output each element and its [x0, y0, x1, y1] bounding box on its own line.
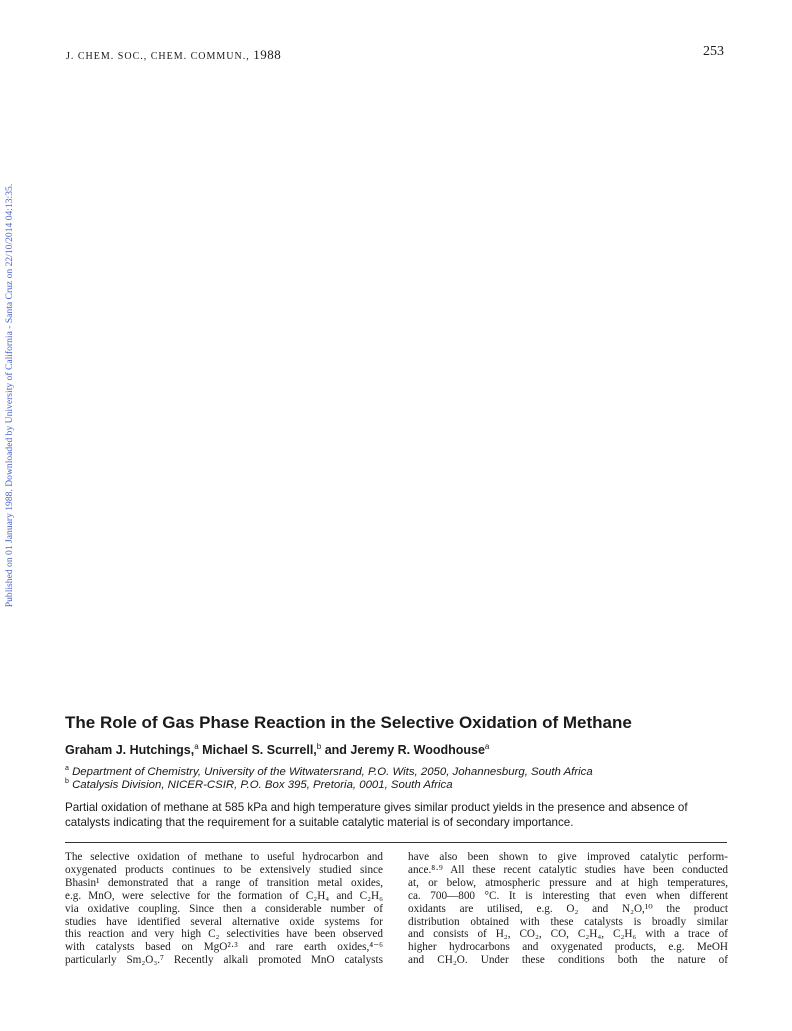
body-column-right [408, 851, 728, 967]
section-divider [65, 842, 727, 843]
body-line: ca. 700—800 °C. It is interesting that even when different [408, 889, 728, 902]
body-line: with catalysts based on MgO²·³ and rare earth oxides,⁴⁻⁶ [65, 941, 383, 954]
author-name: and Jeremy R. Woodhouse [321, 743, 485, 758]
affiliation-mark: a [484, 742, 490, 751]
body-line: oxidants are utilised, e.g. O₂ and N₂O,¹⁰ the product [408, 902, 728, 915]
journal-year: 1988 [253, 47, 282, 62]
body-column-left [65, 851, 383, 967]
body-line: at, or below, atmospheric pressure and at high temperatures, [408, 876, 728, 889]
body-line: Bhasin¹ demonstrated that a range of transition metal oxides, [65, 876, 383, 889]
affiliation-text: Department of Chemistry, University of the Witwatersrand, P.O. Wits, 2050, Johannesburg, South Africa [68, 765, 593, 778]
body-line: oxygenated products continues to be extensively studied since [65, 863, 383, 876]
body-paragraph [408, 851, 728, 967]
affiliation-mark: a [65, 765, 69, 772]
article-title: The Role of Gas Phase Reaction in the Selective Oxidation of Methane [65, 713, 632, 732]
author-name: Michael S. Scurrell, [198, 743, 317, 758]
body-line: distribution obtained with these catalysts is broadly similar [408, 915, 728, 928]
affiliation-b [65, 775, 765, 792]
body-line: and CH₂O. Under these conditions both the nature of [408, 954, 728, 967]
affiliation-mark: b [65, 778, 69, 785]
running-head [66, 47, 281, 63]
affiliation-mark: a [194, 742, 199, 751]
affiliation-text: Catalysis Division, NICER-CSIR, P.O. Box 395, Pretoria, 0001, South Africa [68, 778, 453, 791]
body-line: and consists of H₂, CO₂, CO, C₂H₄, C₂H₆ with a trace of [408, 928, 728, 941]
body-line: particularly Sm₂O₃.⁷ Recently alkali promoted MnO catalysts [65, 954, 383, 967]
body-line: studies have identified several alternative oxide systems for [65, 915, 383, 928]
author-name: Graham J. Hutchings, [65, 743, 195, 758]
journal-name: J. CHEM. SOC., CHEM. COMMUN., [66, 51, 250, 62]
abstract: Partial oxidation of methane at 585 kPa and high temperature gives similar product yields in the presence and absence of catalysts indicating that the requirement for a suitable catalytic material is of secondary importance. [65, 801, 688, 829]
body-line: ance.⁸·⁹ All these recent catalytic studies have been conducted [408, 863, 728, 876]
body-line: higher hydrocarbons and oxygenated products, e.g. MeOH [408, 941, 728, 954]
download-notice-text: Published on 01 January 1988. Downloaded by University of California - Santa Cruz on 22/10/2014 04:13:35. [4, 183, 16, 607]
author-list [65, 742, 745, 757]
body-line: have also been shown to give improved catalytic perform- [408, 851, 728, 863]
body-line: e.g. MnO, were selective for the formation of C₂H₄ and C₂H₆ [65, 889, 383, 902]
body-line: The selective oxidation of methane to useful hydrocarbon and [65, 851, 383, 863]
affiliation-mark: b [316, 742, 322, 751]
body-paragraph [65, 851, 383, 967]
body-line: this reaction and very high C₂ selectivities have been observed [65, 928, 383, 941]
download-notice[interactable] [2, 160, 18, 630]
body-line: via oxidative coupling. Since then a considerable number of [65, 902, 383, 915]
page-number: 253 [703, 44, 724, 59]
